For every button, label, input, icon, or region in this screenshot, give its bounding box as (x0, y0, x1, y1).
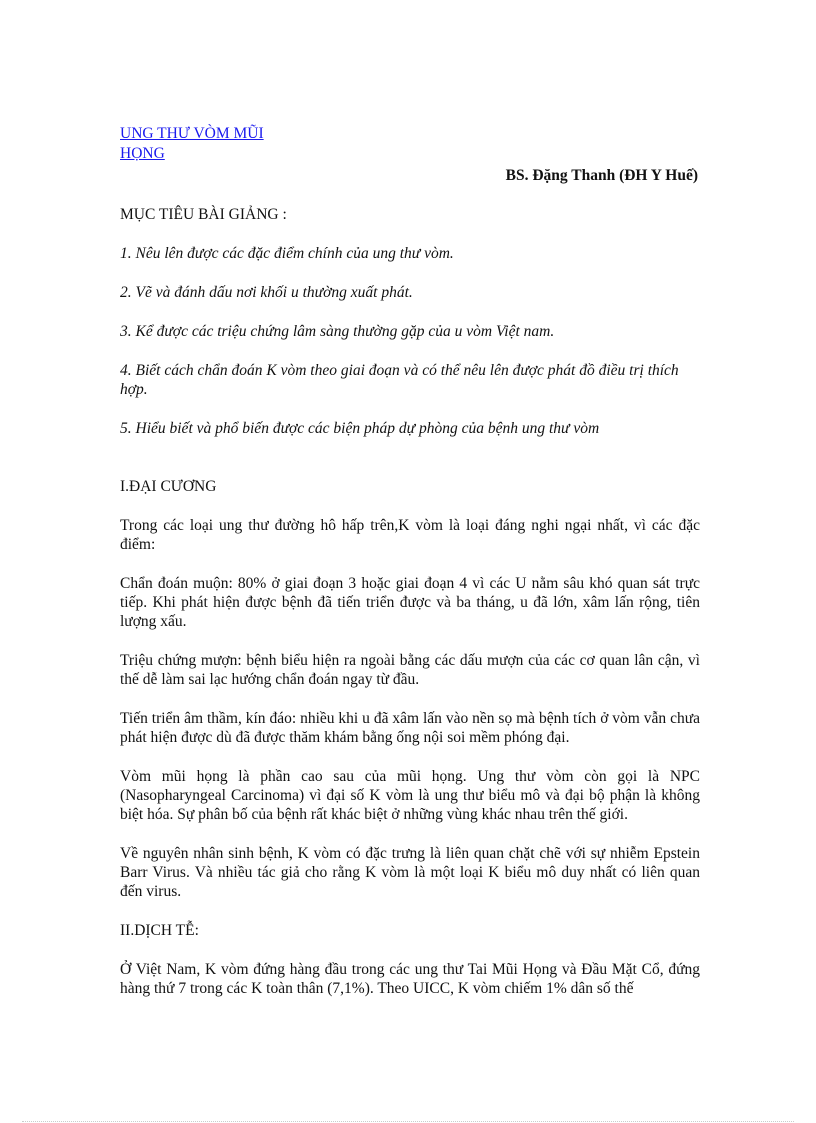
objective-item-5: 5. Hiểu biết và phổ biến được các biện pháp dự phòng của bệnh ung thư vòm (120, 420, 600, 437)
section-heading-dai-cuong: I.ĐẠI CƯƠNG (120, 478, 217, 495)
objective-item-4: 4. Biết cách chẩn đoán K vòm theo giai đoạn và có thể nêu lên được phát đồ điều trị thích hợp. (120, 362, 679, 398)
document-page (120, 124, 700, 998)
paragraph-chan-doan-muon: Chẩn đoán muộn: 80% ở giai đoạn 3 hoặc giai đoạn 4 vì các U nằm sâu khó quan sát trực tiếp. Khi phát hiện được bệnh đã tiến triển được và ba tháng, u đã lớn, xâm lấn rộng, tiên lượng xấu. (120, 575, 700, 630)
objective-item-3: 3. Kể được các triệu chứng lâm sàng thường gặp của u vòm Việt nam. (120, 323, 555, 340)
paragraph-dich-te: Ở Việt Nam, K vòm đứng hàng đầu trong các ung thư Tai Mũi Họng và Đầu Mặt Cổ, đứng hàng thứ 7 trong các K toàn thân (7,1%). Theo UICC, K vòm chiếm 1% dân số thế (120, 961, 700, 997)
paragraph-tien-trien: Tiến triển âm thầm, kín đáo: nhiều khi u đã xâm lấn vào nền sọ mà bệnh tích ở vòm vẫn chưa phát hiện được dù đã được thăm khám bằng ống nội soi mềm phóng đại. (120, 710, 700, 746)
title-link-line1[interactable]: UNG THƯ VÒM MŨI (120, 125, 264, 142)
author-line: BS. Đặng Thanh (ĐH Y Huế) (505, 167, 698, 184)
objective-item-2: 2. Vẽ và đánh dấu nơi khối u thường xuất phát. (120, 284, 413, 301)
paragraph-trieu-chung-muon: Triệu chứng mượn: bệnh biểu hiện ra ngoài bằng các dấu mượn của các cơ quan lân cận, vì thế dễ làm sai lạc hướng chẩn đoán ngay từ đầu. (120, 652, 700, 688)
objective-item-1: 1. Nêu lên được các đặc điểm chính của ung thư vòm. (120, 245, 454, 262)
paragraph-intro: Trong các loại ung thư đường hô hấp trên,K vòm là loại đáng nghi ngại nhất, vì các đặc điểm: (120, 517, 700, 553)
section-heading-dich-te: II.DỊCH TỄ: (120, 922, 199, 939)
paragraph-nguyen-nhan: Về nguyên nhân sinh bệnh, K vòm có đặc trưng là liên quan chặt chẽ với sự nhiễm Epstein Barr Virus. Và nhiều tác giả cho rằng K vòm là một loại K biểu mô duy nhất có liên quan đến virus. (120, 845, 700, 900)
paragraph-vom-mui-hong: Vòm mũi họng là phần cao sau của mũi họng. Ung thư vòm còn gọi là NPC (Nasopharyngeal Carcinoma) vì đại số K vòm là ung thư biểu mô và đại bộ phận là không biệt hóa. Sự phân bố của bệnh rất khác biệt ở những vùng khác nhau trên thế giới. (120, 768, 700, 823)
title-link-line2[interactable]: HỌNG (120, 145, 165, 162)
objectives-heading: MỤC TIÊU BÀI GIẢNG : (120, 206, 287, 223)
page-bottom-divider (22, 1121, 794, 1122)
